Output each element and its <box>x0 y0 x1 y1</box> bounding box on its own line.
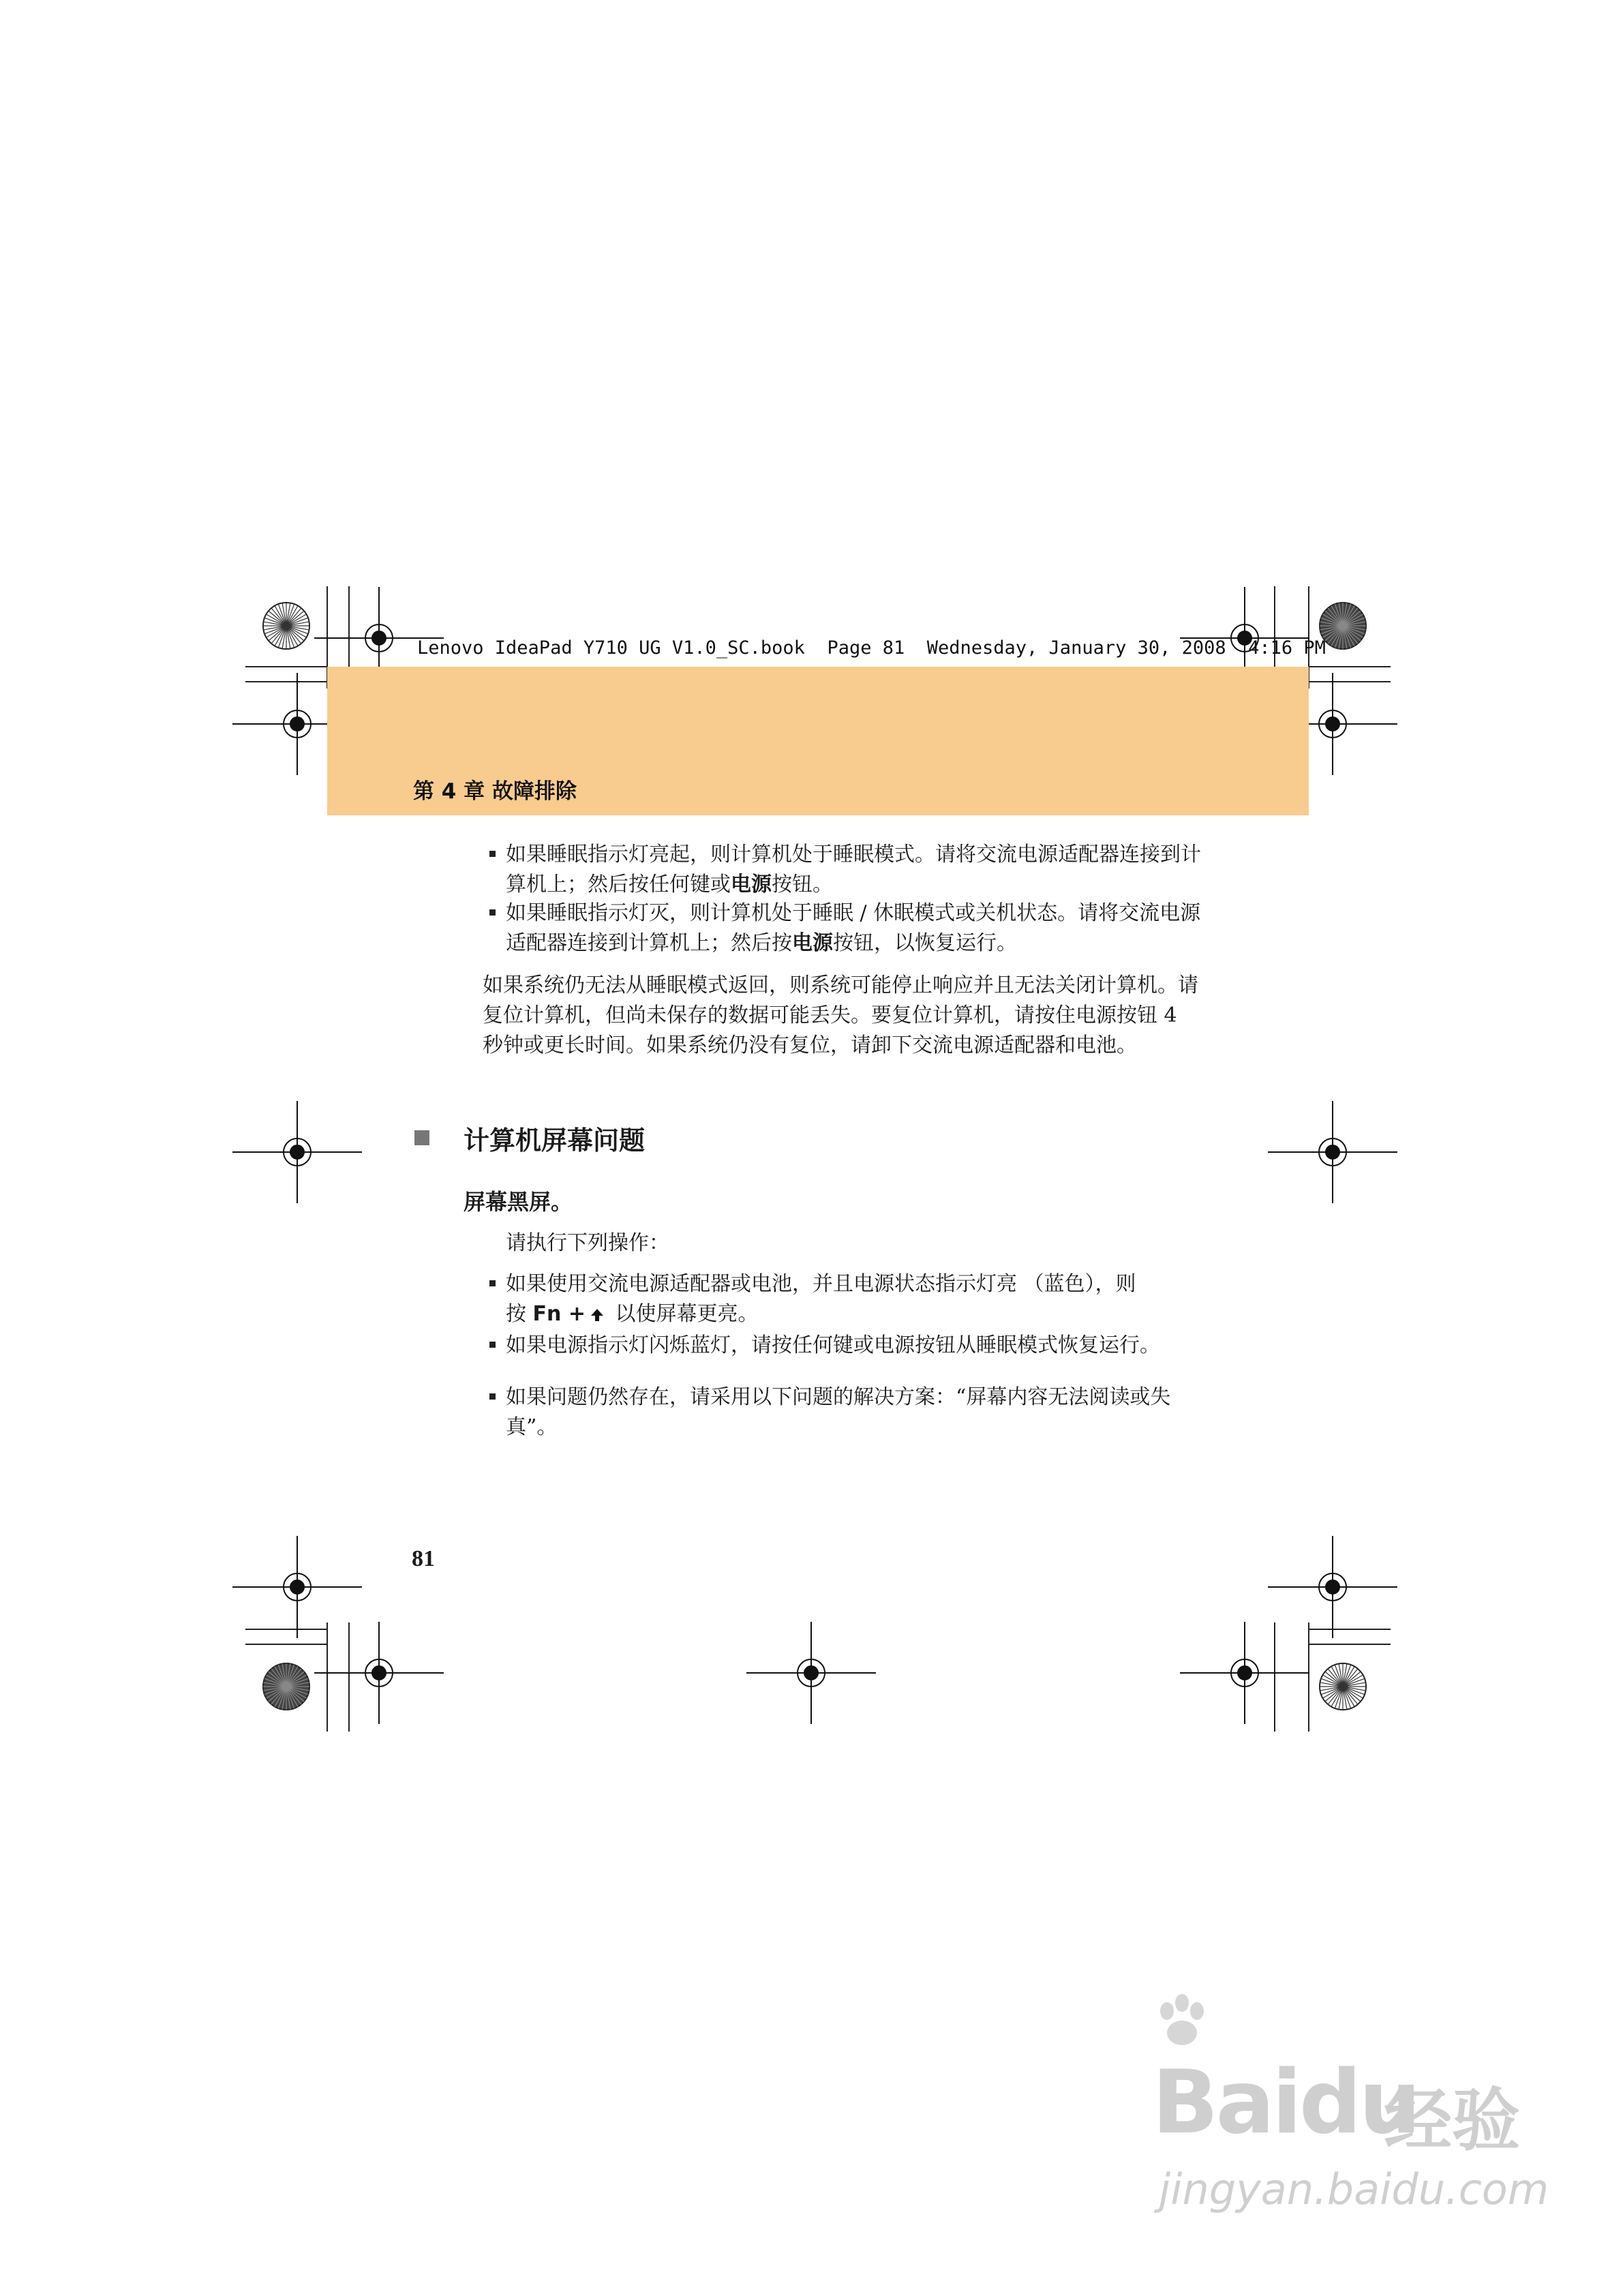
registration-mark-icon <box>314 1622 444 1724</box>
arrow-up-icon <box>590 1307 605 1323</box>
watermark-brand: Baidu <box>1152 2052 1419 2154</box>
intro-text: 请执行下列操作： <box>506 1231 669 1255</box>
starburst-target-icon <box>1320 603 1366 649</box>
watermark-url: jingyan.baidu.com <box>1159 2164 1549 2214</box>
bullet-icon <box>489 1342 496 1348</box>
starburst-target-icon <box>263 603 309 649</box>
starburst-target-icon <box>263 1663 309 1710</box>
registration-mark-icon <box>1268 1101 1397 1203</box>
registration-mark-icon <box>1268 1536 1397 1638</box>
section-bullet-icon <box>414 1130 429 1145</box>
bullet-icon <box>489 851 496 857</box>
registration-mark-icon <box>746 1622 876 1724</box>
page-number: 81 <box>412 1546 435 1571</box>
keyword-power: 电源 <box>792 931 833 955</box>
starburst-target-icon <box>1320 1663 1366 1710</box>
registration-mark-icon <box>1180 1622 1309 1724</box>
body-paragraph: 如果系统仍无法从睡眠模式返回，则系统可能停止响应并且无法关闭计算机。请复位计算机，但尚未保存的数据可能丢失。要复位计算机，请按住电源按钮 4 秒钟或更长时间。如果系统仍没有复位，请卸下交流电源适配器和电池。 <box>483 973 1198 1057</box>
list-item: 如果睡眠指示灯灭，则计算机处于睡眠 / 休眠模式或关机状态。请将交流电源适配器连接到计算机上；然后按电源按钮，以恢复运行。 <box>506 898 1215 958</box>
paw-icon <box>1152 1991 1213 2052</box>
list-item: 如果电源指示灯闪烁蓝灯，请按任何键或电源按钮从睡眠模式恢复运行。 <box>506 1331 1215 1361</box>
keyword-power: 电源 <box>731 873 772 896</box>
bullet-icon <box>489 1280 496 1286</box>
list-item: 如果问题仍然存在，请采用以下问题的解决方案：“屏幕内容无法阅读或失真”。 <box>506 1383 1215 1442</box>
bullet-icon <box>489 909 496 916</box>
book-info-header: Lenovo IdeaPad Y710 UG V1.0_SC.book Page 81 Wednesday, January 30, 2008 4:16 PM <box>417 637 1326 659</box>
key-fn: Fn + <box>532 1302 586 1326</box>
registration-mark-icon <box>232 1101 362 1203</box>
bullet-icon <box>489 1393 496 1400</box>
list-item: 如果睡眠指示灯亮起，则计算机处于睡眠模式。请将交流电源适配器连接到计算机上；然后按任何键或电源按钮。 <box>506 840 1215 900</box>
chapter-title: 第 4 章 故障排除 <box>413 779 577 804</box>
watermark-brand-cn: 经验 <box>1384 2081 1520 2160</box>
list-item: 如果使用交流电源适配器或电池，并且电源状态指示灯亮 （蓝色），则 按 Fn + 以使屏幕更亮。 <box>506 1269 1215 1329</box>
registration-mark-icon <box>232 1536 362 1638</box>
subsection-title: 屏幕黑屏。 <box>464 1189 573 1215</box>
section-title: 计算机屏幕问题 <box>464 1126 646 1155</box>
